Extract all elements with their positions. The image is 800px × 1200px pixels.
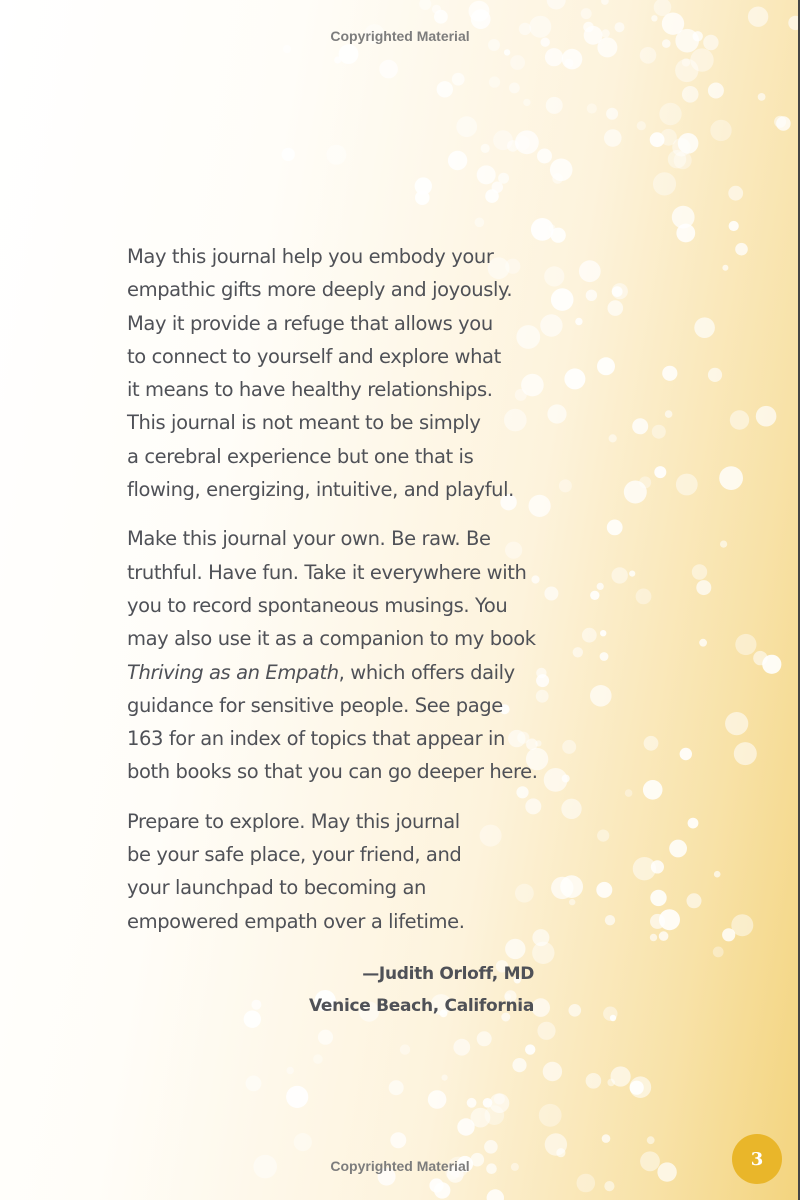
text-line: your launchpad to becoming an bbox=[127, 876, 426, 900]
bokeh-dot bbox=[640, 47, 657, 64]
bokeh-dot bbox=[453, 1039, 470, 1056]
bokeh-dot bbox=[650, 934, 657, 941]
bokeh-dot bbox=[735, 243, 748, 256]
text-line: be your safe place, your friend, and bbox=[127, 843, 462, 867]
bokeh-dot bbox=[586, 1073, 602, 1089]
text-line: May it provide a refuge that allows you bbox=[127, 311, 493, 335]
bokeh-dot bbox=[477, 165, 496, 184]
bokeh-dot bbox=[600, 652, 609, 661]
text-line: flowing, energizing, intuitive, and playful. bbox=[127, 478, 514, 502]
bokeh-dot bbox=[531, 218, 554, 241]
bokeh-dot bbox=[602, 1134, 611, 1143]
body-text bbox=[127, 240, 597, 954]
bokeh-dot bbox=[597, 830, 609, 842]
bokeh-dot bbox=[607, 520, 623, 536]
bokeh-dot bbox=[665, 410, 673, 418]
bokeh-dot bbox=[725, 712, 748, 735]
bokeh-dot bbox=[539, 1104, 562, 1127]
bokeh-dot bbox=[596, 882, 612, 898]
bokeh-dot bbox=[650, 132, 665, 147]
bokeh-dot bbox=[609, 434, 617, 442]
bokeh-dot bbox=[379, 60, 398, 79]
bokeh-dot bbox=[606, 108, 618, 120]
book-title: Thriving as an Empath bbox=[127, 660, 339, 684]
text-line-with-book-title bbox=[127, 656, 597, 689]
bokeh-dot bbox=[625, 789, 633, 797]
bokeh-dot bbox=[569, 1004, 582, 1017]
text-line: may also use it as a companion to my book bbox=[127, 627, 536, 651]
bokeh-dot bbox=[485, 189, 499, 203]
bokeh-dot bbox=[748, 7, 768, 27]
text-line: truthful. Have fun. Take it everywhere with bbox=[127, 560, 527, 584]
bokeh-dot bbox=[547, 0, 566, 10]
bokeh-dot bbox=[650, 890, 666, 906]
bokeh-dot bbox=[672, 206, 695, 229]
bokeh-dot bbox=[507, 140, 519, 152]
bokeh-dot bbox=[694, 317, 715, 338]
bokeh-dot bbox=[654, 466, 666, 478]
text-fragment: , which offers daily bbox=[338, 660, 515, 684]
bokeh-dot bbox=[294, 1133, 312, 1151]
bokeh-dot bbox=[498, 173, 509, 184]
bokeh-dot bbox=[434, 10, 448, 24]
text-line: empathic gifts more deeply and joyously. bbox=[127, 278, 513, 302]
bokeh-dot bbox=[644, 736, 659, 751]
bokeh-dot bbox=[456, 116, 477, 137]
bokeh-dot bbox=[651, 860, 664, 873]
author-name: —Judith Orloff, MD bbox=[362, 964, 534, 984]
bokeh-dot bbox=[581, 8, 592, 19]
bokeh-dot bbox=[610, 1015, 616, 1021]
author-location: Venice Beach, California bbox=[309, 996, 534, 1016]
bokeh-dot bbox=[512, 1058, 526, 1072]
bokeh-dot bbox=[525, 1044, 535, 1054]
text-line: you to record spontaneous musings. You bbox=[127, 593, 508, 617]
bokeh-dot bbox=[537, 1022, 555, 1040]
bokeh-dot bbox=[545, 48, 563, 66]
bokeh-dot bbox=[577, 1174, 596, 1193]
bokeh-dot bbox=[672, 138, 690, 156]
signature-block bbox=[240, 958, 534, 1022]
bokeh-dot bbox=[504, 49, 510, 55]
bokeh-dot bbox=[246, 1076, 262, 1092]
bokeh-dot bbox=[637, 121, 646, 130]
bokeh-dot bbox=[651, 15, 657, 21]
bokeh-dot bbox=[467, 1098, 477, 1108]
bokeh-dot bbox=[400, 1044, 410, 1054]
bokeh-dot bbox=[662, 366, 677, 381]
bokeh-dot bbox=[287, 1067, 294, 1074]
bokeh-dot bbox=[624, 481, 647, 504]
bokeh-dot bbox=[545, 1133, 567, 1155]
copyright-watermark-bottom: Copyrighted Material bbox=[330, 1158, 470, 1174]
text-line: a cerebral experience but one that is bbox=[127, 444, 474, 468]
bokeh-dot bbox=[428, 1090, 447, 1109]
bokeh-dot bbox=[523, 99, 530, 106]
bokeh-dot bbox=[650, 914, 665, 929]
text-line: empowered empath over a lifetime. bbox=[127, 909, 465, 933]
bokeh-dot bbox=[710, 120, 731, 141]
paragraph-3 bbox=[127, 805, 597, 938]
bokeh-dot bbox=[636, 589, 652, 605]
bokeh-dot bbox=[437, 81, 453, 97]
bokeh-dot bbox=[652, 425, 666, 439]
bokeh-dot bbox=[477, 1031, 492, 1046]
bokeh-dot bbox=[719, 466, 743, 490]
bokeh-dot bbox=[682, 86, 699, 103]
bokeh-dot bbox=[659, 931, 669, 941]
bokeh-dot bbox=[653, 172, 676, 195]
bokeh-dot bbox=[469, 1, 490, 22]
bokeh-dot bbox=[776, 116, 791, 131]
bokeh-dot bbox=[647, 1136, 655, 1144]
bokeh-dot bbox=[676, 474, 698, 496]
bokeh-dot bbox=[390, 1132, 406, 1148]
bokeh-dot bbox=[562, 49, 583, 70]
bokeh-dot bbox=[643, 780, 663, 800]
bokeh-dot bbox=[680, 748, 692, 760]
bokeh-dot bbox=[326, 145, 346, 165]
bokeh-dot bbox=[484, 1140, 498, 1154]
text-line: both books so that you can go deeper here. bbox=[127, 760, 538, 784]
bokeh-dot bbox=[687, 893, 702, 908]
bokeh-dot bbox=[471, 1108, 491, 1128]
bokeh-dot bbox=[729, 221, 739, 231]
bokeh-dot bbox=[442, 1075, 448, 1081]
bokeh-dot bbox=[756, 406, 777, 427]
bokeh-dot bbox=[286, 1086, 308, 1108]
text-line: Make this journal your own. Be raw. Be bbox=[127, 527, 491, 551]
bokeh-dot bbox=[728, 186, 743, 201]
bokeh-dot bbox=[730, 410, 749, 429]
bokeh-dot bbox=[708, 83, 724, 99]
bokeh-dot bbox=[734, 742, 757, 765]
paragraph-1 bbox=[127, 240, 597, 506]
bokeh-dot bbox=[604, 1181, 614, 1191]
bokeh-dot bbox=[389, 1080, 404, 1095]
bokeh-dot bbox=[334, 56, 341, 63]
bokeh-dot bbox=[537, 149, 552, 164]
bokeh-dot bbox=[708, 368, 722, 382]
bokeh-dot bbox=[489, 76, 500, 87]
text-line: Prepare to explore. May this journal bbox=[127, 809, 460, 833]
bokeh-dot bbox=[448, 151, 467, 170]
bokeh-dot bbox=[611, 1066, 631, 1086]
bokeh-dot bbox=[629, 571, 635, 577]
bokeh-dot bbox=[531, 998, 550, 1017]
bokeh-dot bbox=[434, 1182, 450, 1198]
text-line: to connect to yourself and explore what bbox=[127, 344, 501, 368]
bokeh-dot bbox=[587, 103, 597, 113]
bokeh-dot bbox=[419, 0, 431, 10]
bokeh-dot bbox=[608, 300, 624, 316]
bokeh-dot bbox=[735, 634, 756, 655]
text-line: it means to have healthy relationships. bbox=[127, 378, 493, 402]
bokeh-dot bbox=[552, 173, 563, 184]
text-line: guidance for sensitive people. See page bbox=[127, 693, 503, 717]
bokeh-dot bbox=[487, 1189, 504, 1200]
bokeh-dot bbox=[612, 286, 623, 297]
bokeh-dot bbox=[546, 97, 563, 114]
bokeh-dot bbox=[714, 871, 721, 878]
bokeh-dot bbox=[313, 1054, 323, 1064]
text-line: This journal is not meant to be simply bbox=[127, 411, 481, 435]
bokeh-dot bbox=[720, 541, 727, 548]
bokeh-dot bbox=[688, 818, 699, 829]
bokeh-dot bbox=[543, 1062, 562, 1081]
bokeh-dot bbox=[669, 840, 687, 858]
bokeh-dot bbox=[600, 630, 606, 636]
bokeh-dot bbox=[494, 1094, 505, 1105]
page-number-badge: 3 bbox=[732, 1134, 782, 1184]
bokeh-dot bbox=[762, 655, 781, 674]
bokeh-dot bbox=[515, 130, 539, 154]
bokeh-dot bbox=[722, 265, 728, 271]
bokeh-dot bbox=[597, 357, 615, 375]
bokeh-dot bbox=[722, 928, 735, 941]
bokeh-dot bbox=[283, 45, 291, 53]
bokeh-dot bbox=[605, 915, 615, 925]
text-line: 163 for an index of topics that appear in bbox=[127, 727, 505, 751]
bokeh-dot bbox=[510, 55, 525, 70]
bokeh-dot bbox=[415, 190, 430, 205]
bokeh-dot bbox=[604, 129, 622, 147]
bokeh-dot bbox=[597, 583, 604, 590]
bokeh-dot bbox=[659, 103, 681, 125]
bokeh-dot bbox=[509, 83, 520, 94]
bokeh-dot bbox=[339, 44, 359, 64]
text-line: May this journal help you embody your bbox=[127, 245, 494, 268]
bokeh-dot bbox=[713, 947, 724, 958]
bokeh-dot bbox=[452, 73, 465, 86]
bokeh-dot bbox=[481, 144, 490, 153]
bokeh-dot bbox=[612, 567, 628, 583]
bokeh-dot bbox=[483, 1098, 493, 1108]
bokeh-dot bbox=[318, 1030, 333, 1045]
bokeh-dot bbox=[692, 564, 707, 579]
paragraph-2 bbox=[127, 522, 597, 788]
bokeh-dot bbox=[632, 418, 648, 434]
copyright-watermark-top: Copyrighted Material bbox=[330, 28, 470, 44]
bokeh-dot bbox=[758, 93, 766, 101]
bokeh-dot bbox=[675, 59, 698, 82]
bokeh-dot bbox=[630, 1076, 652, 1098]
bokeh-dot bbox=[475, 218, 485, 228]
bokeh-dot bbox=[699, 639, 707, 647]
bokeh-dot bbox=[601, 0, 609, 5]
bokeh-dot bbox=[696, 580, 711, 595]
bokeh-dot bbox=[282, 148, 295, 161]
